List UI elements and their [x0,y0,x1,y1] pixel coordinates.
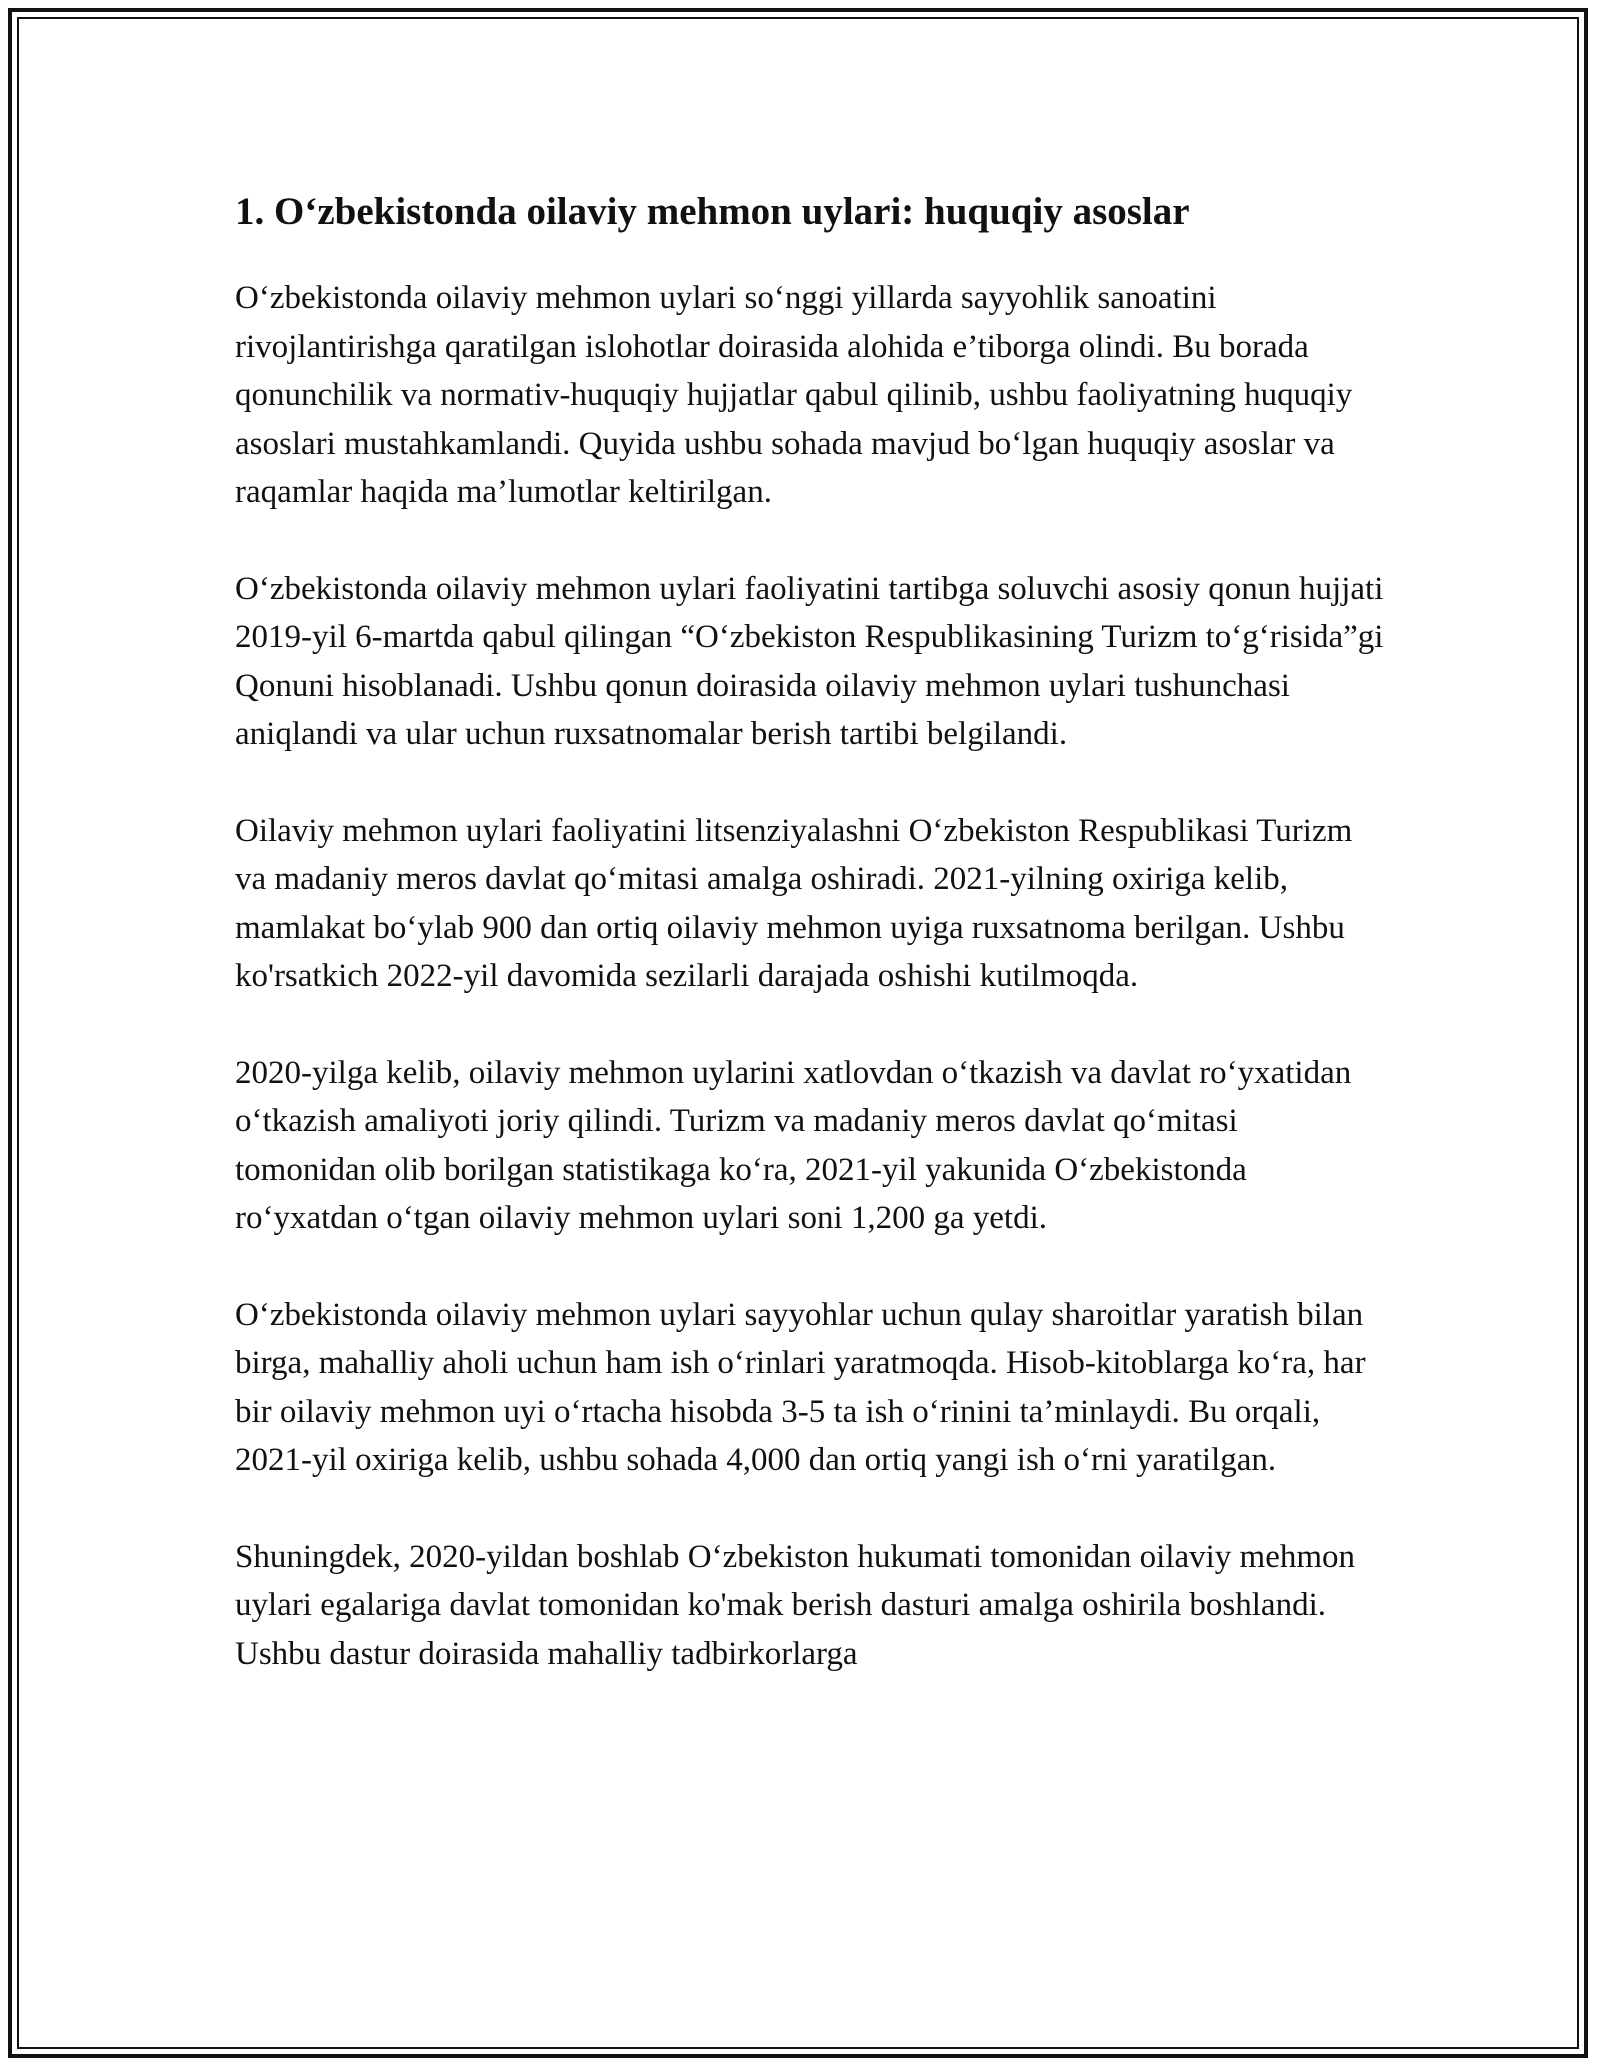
paragraph-intro: O‘zbekistonda oilaviy mehmon uylari so‘nggi yillarda sayyohlik sanoatini rivojlantirishga qaratilgan islohotlar doirasida alohida e’tiborga olindi. Bu borada qonunchilik va normativ-huquqiy hujjatlar qabul qilinib, ushbu faoliyatning huquqiy asoslari mustahkamlandi. Quyida ushbu sohada mavjud bo‘lgan huquqiy asoslar va raqamlar haqida ma’lumotlar keltirilgan. [235,280,1353,510]
section-heading: 1. O‘zbekistonda oilaviy mehmon uylari: huquqiy asoslar [235,190,1190,233]
paragraph-registration: 2020-yilga kelib, oilaviy mehmon uylarini xatlovdan o‘tkazish va davlat ro‘yxatidan o‘tkazish amaliyoti joriy qilindi. Turizm va madaniy meros davlat qo‘mitasi tomonidan olib borilgan statistikaga ko‘ra, 2021-yil yakunida O‘zbekistonda ro‘yxatdan o‘tgan oilaviy mehmon uylari soni 1,200 ga yetdi. [235,1054,1352,1236]
paragraph-tourism-law: O‘zbekistonda oilaviy mehmon uylari faoliyatini tartibga soluvchi asosiy qonun hujjati 2019-yil 6-martda qabul qilingan “O‘zbekiston Respublikasining Turizm to‘g‘risida”gi Qonuni hisoblanadi. Ushbu qonun doirasida oilaviy mehmon uylari tushunchasi aniqlandi va ular uchun ruxsatnomalar berish tartibi belgilandi. [235,570,1384,752]
document-page [235,180,1385,1678]
paragraph-licensing: Oilaviy mehmon uylari faoliyatini litsenziyalashni O‘zbekiston Respublikasi Turizm va madaniy meros davlat qo‘mitasi amalga oshiradi. 2021-yilning oxiriga kelib, mamlakat bo‘ylab 900 dan ortiq oilaviy mehmon uyiga ruxsatnoma berilgan. Ushbu ko'rsatkich 2022-yil davomida sezilarli darajada oshishi kutilmoqda. [235,812,1353,994]
paragraph-government-support: Shuningdek, 2020-yildan boshlab O‘zbekiston hukumati tomonidan oilaviy mehmon uylari egalariga davlat tomonidan ko'mak berish dasturi amalga oshirila boshlandi. Ushbu dastur doirasida mahalliy tadbirkorlarga [235,1538,1356,1672]
paragraph-employment: O‘zbekistonda oilaviy mehmon uylari sayyohlar uchun qulay sharoitlar yaratish bilan birga, mahalliy aholi uchun ham ish o‘rinlari yaratmoqda. Hisob-kitoblarga ko‘ra, har bir oilaviy mehmon uyi o‘rtacha hisobda 3-5 ta ish o‘rinini ta’minlaydi. Bu orqali, 2021-yil oxiriga kelib, ushbu sohada 4,000 dan ortiq yangi ish o‘rni yaratilgan. [235,1296,1366,1478]
